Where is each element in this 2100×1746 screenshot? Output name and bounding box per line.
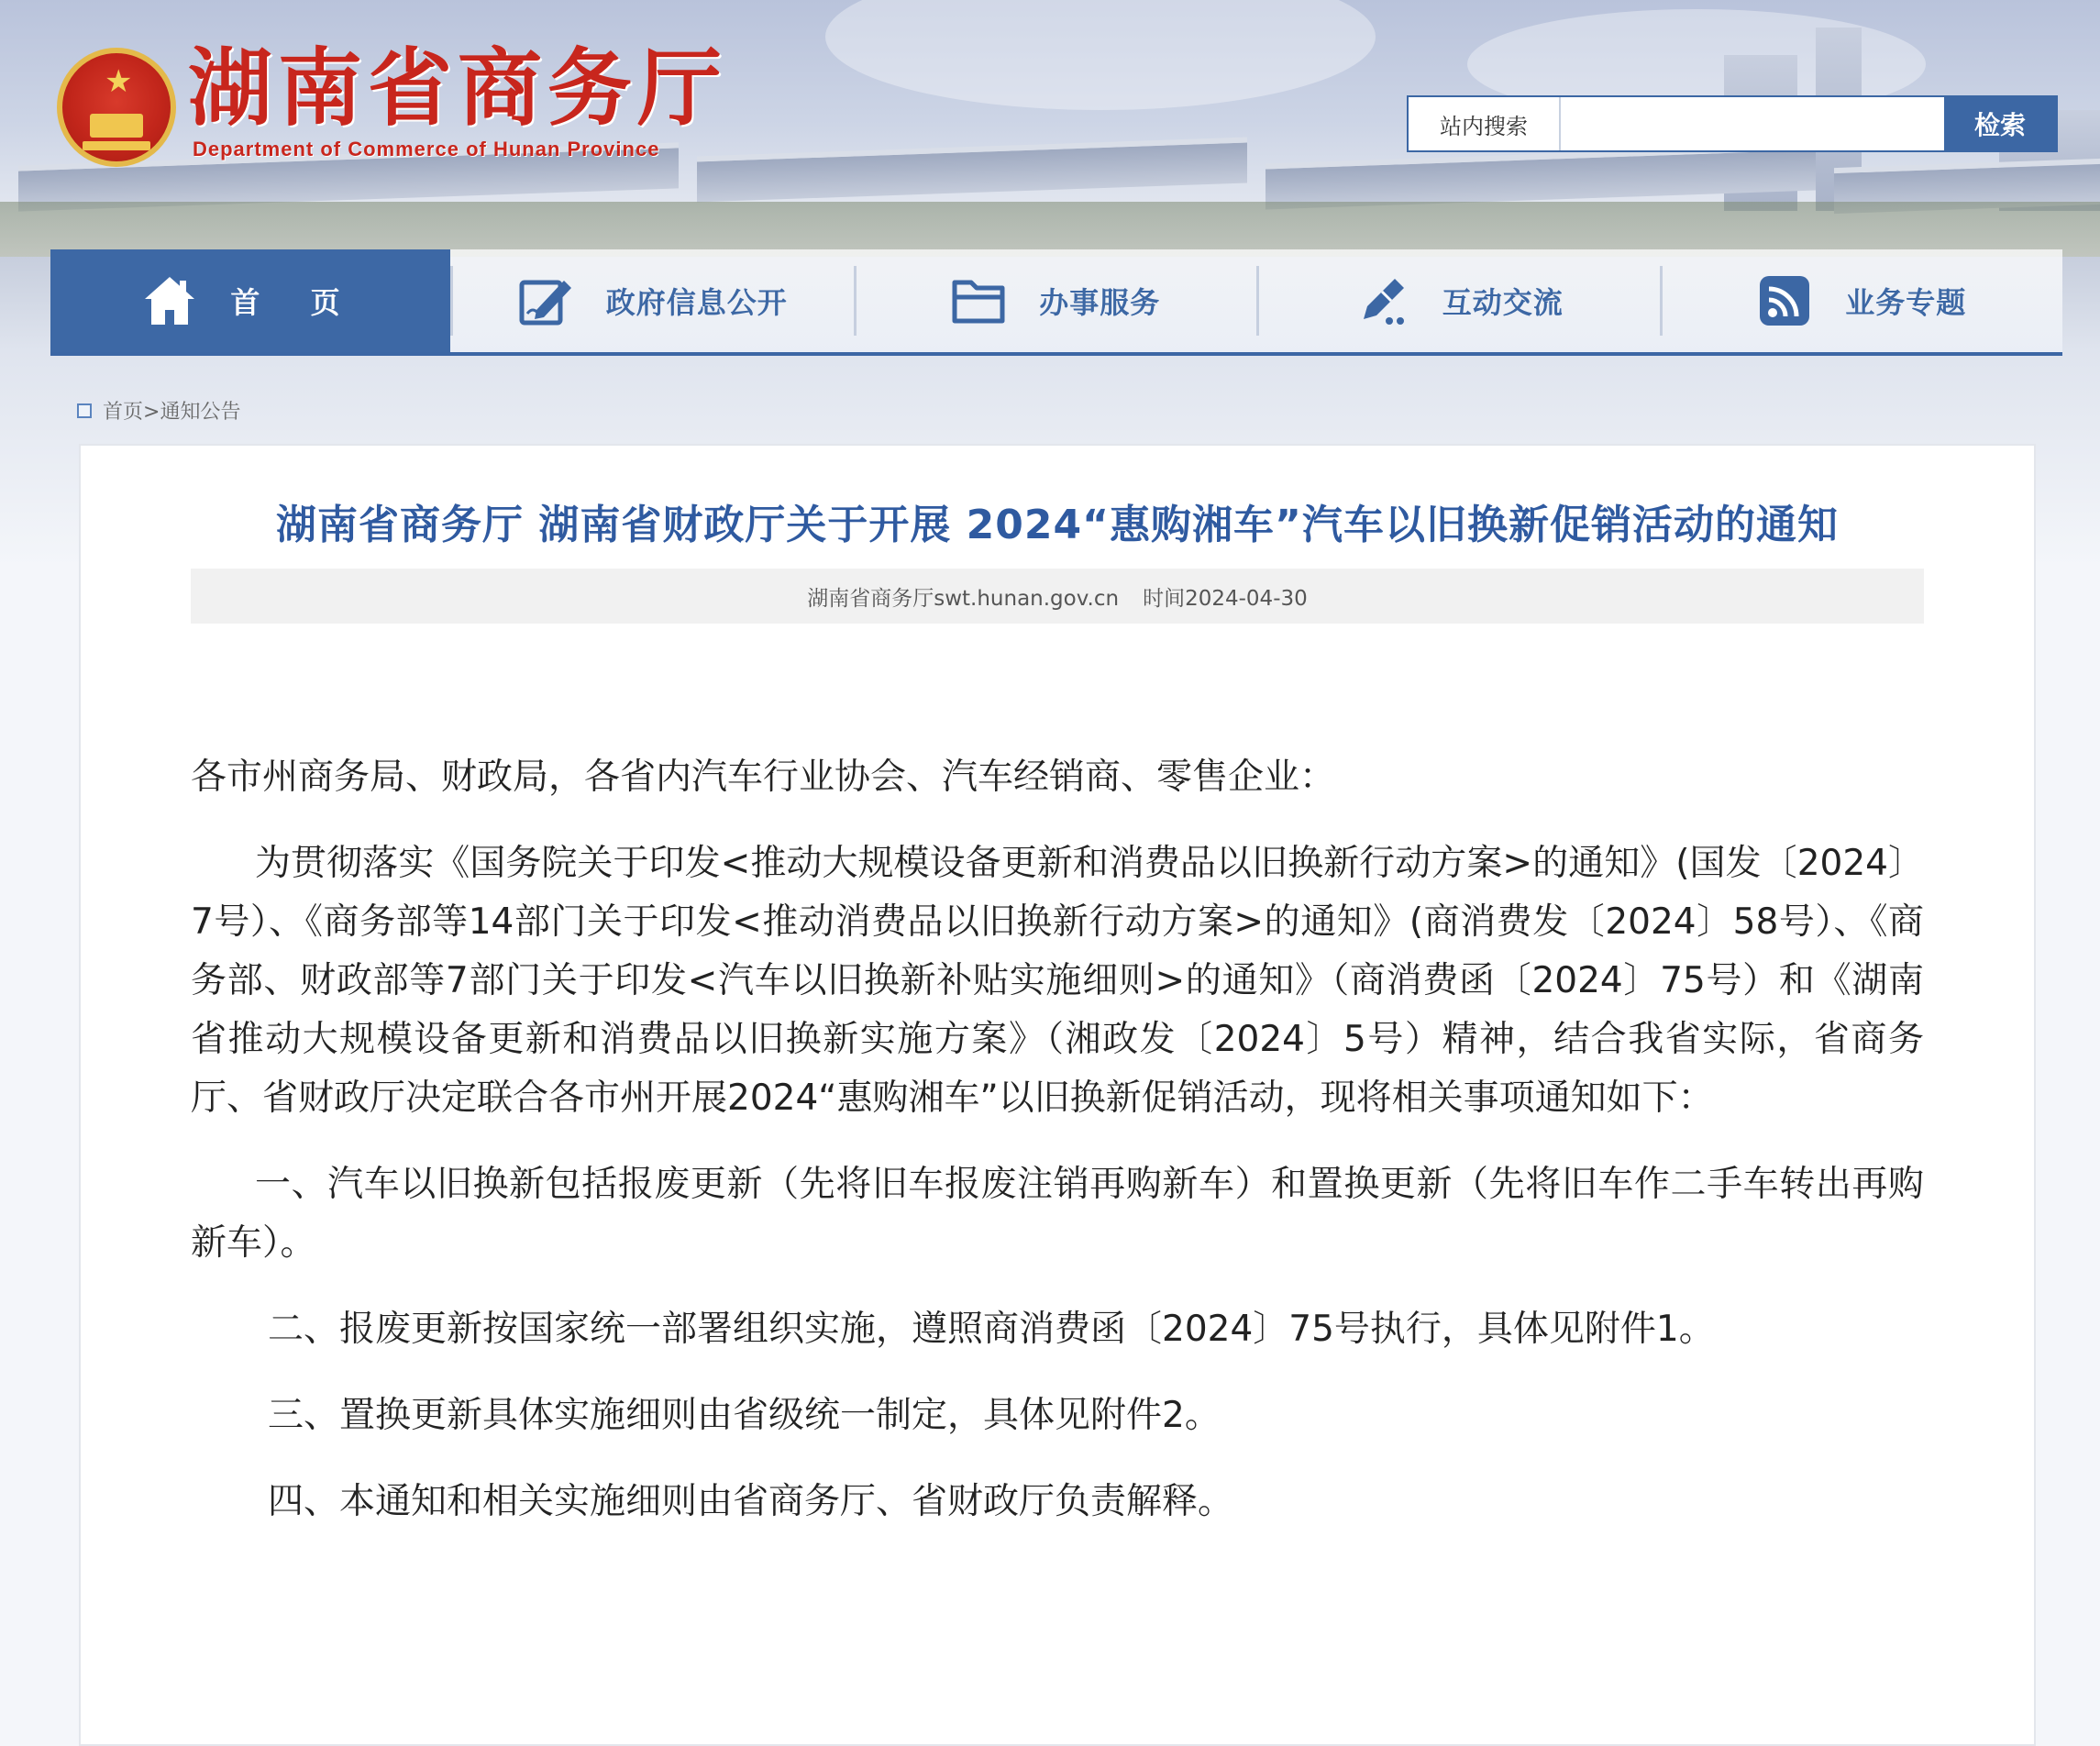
article-title: 湖南省商务厅 湖南省财政厅关于开展 2024“惠购湘车”汽车以旧换新促销活动的通知 xyxy=(276,502,1839,548)
nav-item-home[interactable] xyxy=(50,249,450,352)
national-emblem-logo: ★ xyxy=(57,48,176,167)
breadcrumb-home-link[interactable]: 首页 xyxy=(103,401,144,424)
search-button[interactable]: 检索 xyxy=(1944,97,2056,150)
main-nav xyxy=(50,249,2062,356)
site-name-en: Department of Commerce of Hunan Province xyxy=(193,138,660,160)
nav-item-label: 办事服务 xyxy=(1039,285,1161,320)
article-panel xyxy=(79,444,2036,1746)
nav-item-label: 业务专题 xyxy=(1845,285,1967,320)
search-input[interactable] xyxy=(1561,97,1944,150)
breadcrumb-square-icon xyxy=(77,403,92,418)
article-body xyxy=(191,748,1924,1559)
folder-icon xyxy=(949,271,1008,330)
article-source: 湖南省商务厅swt.hunan.gov.cn xyxy=(807,586,1120,611)
rss-icon xyxy=(1755,271,1814,330)
article-paragraph: 一、汽车以旧换新包括报废更新（先将旧车报废注销再购新车）和置换更新（先将旧车作二手车转出再购新车）。 xyxy=(191,1164,1924,1264)
article-date: 时间2024-04-30 xyxy=(1143,586,1308,611)
nav-item-label: 政府信息公开 xyxy=(605,285,788,320)
nav-item-topics[interactable] xyxy=(1660,249,2063,352)
nav-item-interaction[interactable] xyxy=(1256,249,1660,352)
article-paragraph: 二、报废更新按国家统一部署组织实施，遵照商消费函〔2024〕75号执行，具体见附件1。 xyxy=(268,1309,1715,1350)
search-label: 站内搜索 xyxy=(1409,97,1561,150)
search-bar xyxy=(1407,95,2058,152)
article-salutation: 各市州商务局、财政局，各省内汽车行业协会、汽车经销商、零售企业： xyxy=(191,757,1336,798)
pen-icon xyxy=(1353,271,1411,330)
article-paragraph: 三、置换更新具体实施细则由省级统一制定，具体见附件2。 xyxy=(268,1395,1221,1436)
site-name[interactable]: 湖南省商务厅 xyxy=(188,39,728,138)
edit-document-icon xyxy=(516,271,575,330)
breadcrumb-separator: > xyxy=(143,401,160,424)
nav-item-gov-info[interactable] xyxy=(450,249,854,352)
article-paragraph: 四、本通知和相关实施细则由省商务厅、省财政厅负责解释。 xyxy=(268,1481,1234,1522)
article-meta xyxy=(191,569,1924,624)
nav-item-services[interactable] xyxy=(854,249,1257,352)
nav-item-label: 互动交流 xyxy=(1442,285,1564,320)
breadcrumb xyxy=(77,396,240,425)
nav-item-label: 首 页 xyxy=(230,285,360,320)
breadcrumb-current-link[interactable]: 通知公告 xyxy=(160,401,241,424)
article-paragraph: 为贯彻落实《国务院关于印发<推动大规模设备更新和消费品以旧换新行动方案>的通知》(国发〔2024〕7号）、《商务部等14部门关于印发<推动消费品以旧换新行动方案>的通知》(商消费发〔2024〕58号）、《商务部、财政部等7部门关于印发<汽车以旧换新补贴实施细则>的通知》（商消费函〔2024〕75号）和《湖南省推动大规模设备更新和消费品以旧换新实施方案》（湘政发〔2024〕5号）精神，结合我省实际，省商务厅、省财政厅决定联合各市州开展2024“惠购湘车”以旧换新促销活动，现将相关事项通知如下： xyxy=(191,843,1924,1119)
home-icon xyxy=(140,271,199,330)
